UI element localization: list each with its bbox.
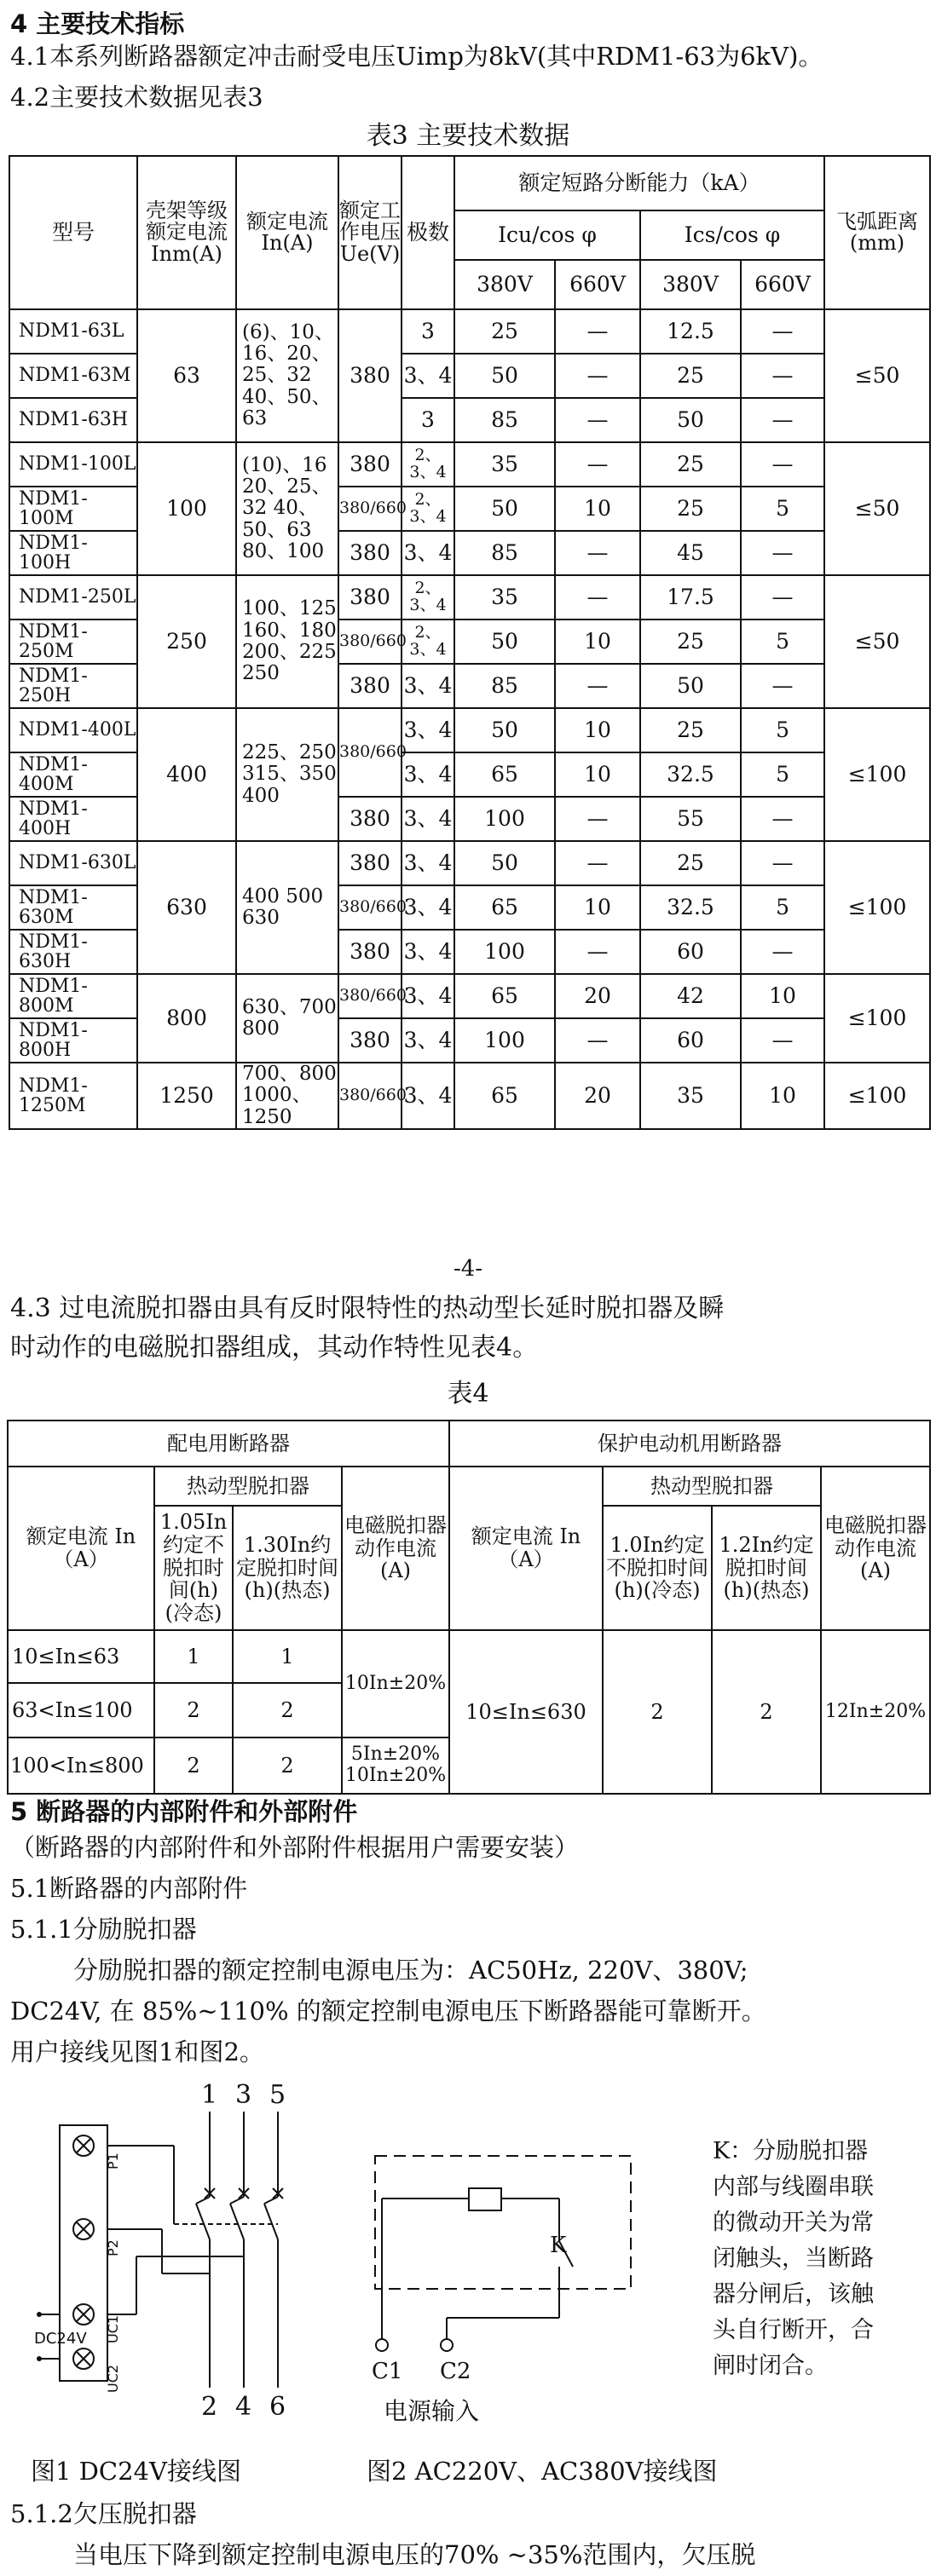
cell-poles: 3、4 <box>402 797 454 841</box>
cell-voltage: 380/660 <box>338 487 402 531</box>
cell-arc: ≤50 <box>824 575 930 708</box>
cell-model: NDM1-63L <box>9 309 137 354</box>
cell-ics-380: 50 <box>640 398 741 442</box>
fig2-note <box>713 2134 936 2384</box>
cell-ics-660: 10 <box>741 1063 824 1129</box>
fig2-note-line: K：分励脱扣器 <box>713 2138 869 2164</box>
cell-poles: 3 <box>402 398 454 442</box>
cell-ics-380: 42 <box>640 974 741 1018</box>
cell-ics-380: 45 <box>640 531 741 575</box>
cell-icu-380: 50 <box>454 487 555 531</box>
cell-ics-660: — <box>741 531 824 575</box>
cell-poles: 3、4 <box>402 930 454 974</box>
cell-icu-380: 50 <box>454 841 555 885</box>
t4-r-mag: 12In±20% <box>821 1630 930 1794</box>
cell-ics-380: 25 <box>640 487 741 531</box>
section-5-note: （断路器的内部附件和外部附件根据用户需要安装） <box>10 1833 580 1862</box>
cell-voltage: 380 <box>338 1018 402 1063</box>
cell-ics-380: 60 <box>640 930 741 974</box>
fig2-note-line: 闭触头，当断路 <box>713 2245 874 2272</box>
cell-ics-380: 55 <box>640 797 741 841</box>
cell-ics-660: — <box>741 930 824 974</box>
cell-ics-380: 32.5 <box>640 885 741 930</box>
hdr-voltage: 额定工作电压Ue(V) <box>338 156 402 309</box>
cell-model: NDM1-100M <box>9 487 137 531</box>
fig2-k: K <box>550 2233 567 2258</box>
cell-icu-660: — <box>555 531 640 575</box>
t4-l-col2: 1.30In约定脱扣时间(h)(热态) <box>233 1506 342 1630</box>
cell-ics-660: 5 <box>741 752 824 797</box>
cell-poles: 3、4 <box>402 1063 454 1129</box>
hdr-rated-current: 额定电流In(A) <box>236 156 338 309</box>
page-number: -4- <box>453 1256 483 1282</box>
cell-frame: 1250 <box>137 1063 236 1129</box>
cell-model: NDM1-800M <box>9 974 137 1018</box>
cell-icu-660: — <box>555 841 640 885</box>
cell-icu-660: — <box>555 442 640 487</box>
cell-arc: ≤50 <box>824 442 930 575</box>
t4-r-rated: 额定电流 In（A） <box>449 1467 603 1630</box>
cell-icu-380: 100 <box>454 1018 555 1063</box>
cell-ics-660: 5 <box>741 708 824 752</box>
cell-voltage: 380 <box>338 664 402 708</box>
t4-r-c2: 2 <box>712 1630 821 1794</box>
cell-model: NDM1-630L <box>9 841 137 885</box>
t4-c1-3: 2 <box>154 1738 233 1794</box>
table-row <box>9 309 930 354</box>
cell-icu-380: 50 <box>454 708 555 752</box>
cell-voltage: 380/660 <box>338 708 402 797</box>
hdr-model: 型号 <box>9 156 137 309</box>
cell-model: NDM1-1250M <box>9 1063 137 1129</box>
section-4-heading: 4 主要技术指标 <box>10 9 185 38</box>
cell-icu-380: 50 <box>454 354 555 398</box>
hdr-ics: Ics/cos φ <box>640 210 824 260</box>
cell-frame: 63 <box>137 309 236 442</box>
fig1-uc1: UC1 <box>105 2314 121 2343</box>
cell-voltage: 380/660 <box>338 1063 402 1129</box>
cell-current: 400 500 630 <box>236 841 338 974</box>
cell-icu-380: 50 <box>454 620 555 664</box>
cell-poles: 2、3、4 <box>402 442 454 487</box>
cell-current: (6)、10、16、20、25、32 40、50、63 <box>236 309 338 442</box>
para-5-1-1-line1: 分励脱扣器的额定控制电源电压为：AC50Hz, 220V、380V; <box>73 1956 748 1985</box>
cell-icu-380: 65 <box>454 885 555 930</box>
table3-caption: 表3 主要技术数据 <box>366 121 570 151</box>
cell-current: 630、700 800 <box>236 974 338 1063</box>
cell-ics-660: — <box>741 309 824 354</box>
cell-poles: 3、4 <box>402 664 454 708</box>
t4-mag-1: 10In±20% <box>342 1630 449 1738</box>
hdr-arc: 飞弧距离(mm) <box>824 156 930 309</box>
cell-model: NDM1-63M <box>9 354 137 398</box>
section-5-1: 5.1断路器的内部附件 <box>10 1874 248 1903</box>
hdr-ics-660: 660V <box>741 260 824 309</box>
table-row <box>9 841 930 885</box>
cell-ics-380: 25 <box>640 708 741 752</box>
t4-r-range: 10≤In≤630 <box>449 1630 603 1794</box>
cell-model: NDM1-100L <box>9 442 137 487</box>
cell-ics-660: 5 <box>741 620 824 664</box>
para-5-1-1-line3: 用户接线见图1和图2。 <box>10 2037 264 2066</box>
cell-frame: 630 <box>137 841 236 974</box>
cell-ics-380: 60 <box>640 1018 741 1063</box>
cell-current: (10)、16 20、25、32 40、50、63 80、100 <box>236 442 338 575</box>
t4-range-3: 100<In≤800 <box>8 1738 154 1794</box>
table-row <box>9 575 930 620</box>
hdr-poles: 极数 <box>402 156 454 309</box>
fig2-note-line: 的微动开关为常 <box>713 2210 874 2236</box>
cell-ics-380: 25 <box>640 620 741 664</box>
cell-frame: 100 <box>137 442 236 575</box>
cell-icu-660: — <box>555 1018 640 1063</box>
hdr-ics-380: 380V <box>640 260 741 309</box>
fig2-note-line: 闸时闭合。 <box>713 2353 828 2379</box>
cell-arc: ≤100 <box>824 1063 930 1129</box>
cell-icu-660: — <box>555 398 640 442</box>
fig2-note-line: 头自行断开，合 <box>713 2317 874 2343</box>
cell-ics-660: — <box>741 841 824 885</box>
t4-c1-1: 1 <box>154 1630 233 1683</box>
cell-ics-660: 5 <box>741 885 824 930</box>
t4-c1-2: 2 <box>154 1683 233 1738</box>
cell-voltage: 380/660 <box>338 885 402 930</box>
cell-model: NDM1-250M <box>9 620 137 664</box>
figure2-caption: 图2 AC220V、AC380V接线图 <box>367 2457 718 2486</box>
cell-ics-660: 5 <box>741 487 824 531</box>
cell-frame: 800 <box>137 974 236 1063</box>
fig1-top-5: 5 <box>269 2080 286 2110</box>
cell-ics-380: 50 <box>640 664 741 708</box>
cell-icu-660: 10 <box>555 708 640 752</box>
table3 <box>9 155 931 1130</box>
cell-icu-660: 10 <box>555 885 640 930</box>
cell-poles: 3、4 <box>402 885 454 930</box>
cell-icu-660: 10 <box>555 752 640 797</box>
cell-ics-660: — <box>741 354 824 398</box>
cell-ics-380: 12.5 <box>640 309 741 354</box>
cell-voltage: 380 <box>338 442 402 487</box>
cell-icu-660: 20 <box>555 1063 640 1129</box>
cell-voltage: 380/660 <box>338 620 402 664</box>
fig1-p1: P1 <box>105 2152 121 2170</box>
fig2-c1: C1 <box>372 2359 403 2384</box>
hdr-breaking: 额定短路分断能力（kA） <box>454 156 824 210</box>
hdr-icu-660: 660V <box>555 260 640 309</box>
cell-voltage: 380 <box>338 930 402 974</box>
fig1-top-3: 3 <box>235 2080 252 2110</box>
table4-caption: 表4 <box>447 1379 489 1409</box>
cell-current: 225、250 315、350 400 <box>236 708 338 841</box>
cell-model: NDM1-400M <box>9 752 137 797</box>
cell-ics-660: 10 <box>741 974 824 1018</box>
cell-ics-380: 25 <box>640 354 741 398</box>
cell-model: NDM1-63H <box>9 398 137 442</box>
t4-c2-1: 1 <box>233 1630 342 1683</box>
cell-model: NDM1-800H <box>9 1018 137 1063</box>
cell-current: 100、125 160、180 200、225 250 <box>236 575 338 708</box>
cell-poles: 3、4 <box>402 752 454 797</box>
t4-l-thermal: 热动型脱扣器 <box>154 1467 342 1506</box>
cell-icu-660: — <box>555 664 640 708</box>
para-4-2: 4.2主要技术数据见表3 <box>10 83 263 112</box>
cell-frame: 400 <box>137 708 236 841</box>
cell-model: NDM1-400L <box>9 708 137 752</box>
t4-c2-3: 2 <box>233 1738 342 1794</box>
cell-icu-380: 25 <box>454 309 555 354</box>
hdr-icu-380: 380V <box>454 260 555 309</box>
cell-arc: ≤100 <box>824 974 930 1063</box>
fig2-note-line: 内部与线圈串联 <box>713 2174 874 2200</box>
cell-model: NDM1-630H <box>9 930 137 974</box>
figure1-diagram <box>34 2078 324 2452</box>
cell-voltage: 380 <box>338 841 402 885</box>
cell-icu-380: 65 <box>454 752 555 797</box>
cell-ics-380: 32.5 <box>640 752 741 797</box>
cell-icu-660: — <box>555 309 640 354</box>
cell-poles: 3、4 <box>402 841 454 885</box>
cell-model: NDM1-630M <box>9 885 137 930</box>
cell-ics-660: — <box>741 398 824 442</box>
hdr-icu: Icu/cos φ <box>454 210 640 260</box>
cell-ics-660: — <box>741 1018 824 1063</box>
fig1-top-1: 1 <box>201 2080 218 2110</box>
cell-poles: 2、3、4 <box>402 620 454 664</box>
cell-ics-660: — <box>741 575 824 620</box>
cell-icu-380: 35 <box>454 575 555 620</box>
cell-icu-660: 10 <box>555 487 640 531</box>
para-4-3-line2: 时动作的电磁脱扣器组成，其动作特性见表4。 <box>10 1333 539 1363</box>
fig1-uc2: UC2 <box>105 2364 121 2393</box>
cell-icu-380: 85 <box>454 531 555 575</box>
cell-voltage: 380 <box>338 531 402 575</box>
cell-poles: 2、3、4 <box>402 487 454 531</box>
cell-ics-380: 25 <box>640 442 741 487</box>
cell-arc: ≤50 <box>824 309 930 442</box>
cell-poles: 3、4 <box>402 1018 454 1063</box>
t4-l-col1: 1.05In约定不脱扣时间(h)(冷态) <box>154 1506 233 1630</box>
cell-icu-380: 85 <box>454 398 555 442</box>
para-4-1: 4.1本系列断路器额定冲击耐受电压Uimp为8kV(其中RDM1-63为6kV)。 <box>10 42 823 71</box>
t4-range-1: 10≤In≤63 <box>8 1630 154 1683</box>
cell-ics-380: 35 <box>640 1063 741 1129</box>
cell-ics-660: — <box>741 442 824 487</box>
cell-ics-380: 17.5 <box>640 575 741 620</box>
fig2-note-line: 器分闸后，该触 <box>713 2281 874 2308</box>
figure2-diagram <box>358 2147 648 2360</box>
cell-arc: ≤100 <box>824 841 930 974</box>
fig2-c2: C2 <box>440 2359 471 2384</box>
cell-model: NDM1-250L <box>9 575 137 620</box>
table-row <box>9 708 930 752</box>
fig1-bot-2: 2 <box>201 2392 218 2422</box>
fig1-p2: P2 <box>105 2239 121 2256</box>
cell-ics-660: — <box>741 664 824 708</box>
cell-poles: 3、4 <box>402 974 454 1018</box>
cell-model: NDM1-100H <box>9 531 137 575</box>
cell-icu-660: — <box>555 930 640 974</box>
fig1-bot-6: 6 <box>269 2392 286 2422</box>
cell-ics-380: 25 <box>640 841 741 885</box>
figure1-caption: 图1 DC24V接线图 <box>31 2457 241 2486</box>
table-row <box>9 974 930 1018</box>
t4-range-2: 63<In≤100 <box>8 1683 154 1738</box>
fig1-bot-4: 4 <box>235 2392 252 2422</box>
cell-icu-380: 85 <box>454 664 555 708</box>
t4-r-col1: 1.0In约定不脱扣时间(h)(冷态) <box>603 1506 712 1630</box>
t4-mag-2: 5In±20% 10In±20% <box>342 1738 449 1794</box>
fig1-dc24v: DC24V <box>34 2330 87 2348</box>
table4 <box>7 1420 931 1795</box>
cell-voltage: 380 <box>338 309 402 442</box>
para-5-1-1-line2: DC24V, 在 85%~110% 的额定控制电源电压下断路器能可靠断开。 <box>10 1997 766 2026</box>
section-5-1-2: 5.1.2欠压脱扣器 <box>10 2499 197 2528</box>
cell-model: NDM1-250H <box>9 664 137 708</box>
cell-icu-380: 65 <box>454 1063 555 1129</box>
t4-left-title: 配电用断路器 <box>8 1421 449 1467</box>
cell-icu-380: 100 <box>454 797 555 841</box>
t4-r-c1: 2 <box>603 1630 712 1794</box>
cell-icu-380: 100 <box>454 930 555 974</box>
t4-r-magnetic: 电磁脱扣器动作电流(A) <box>821 1467 930 1630</box>
fig2-power: 电源输入 <box>384 2397 480 2425</box>
para-4-3-line1: 4.3 过电流脱扣器由具有反时限特性的热动型长延时脱扣器及瞬 <box>10 1294 725 1323</box>
cell-poles: 2、3、4 <box>402 575 454 620</box>
cell-poles: 3、4 <box>402 708 454 752</box>
cell-icu-380: 35 <box>454 442 555 487</box>
cell-poles: 3 <box>402 309 454 354</box>
t4-l-magnetic: 电磁脱扣器动作电流(A) <box>342 1467 449 1630</box>
cell-voltage: 380/660 <box>338 974 402 1018</box>
table-row <box>9 1063 930 1129</box>
t4-r-col2: 1.2In约定脱扣时间(h)(热态) <box>712 1506 821 1630</box>
cell-icu-660: — <box>555 797 640 841</box>
t4-r-thermal: 热动型脱扣器 <box>603 1467 821 1506</box>
cell-icu-660: 10 <box>555 620 640 664</box>
cell-model: NDM1-400H <box>9 797 137 841</box>
cell-poles: 3、4 <box>402 354 454 398</box>
cell-ics-660: — <box>741 797 824 841</box>
cell-voltage: 380 <box>338 575 402 620</box>
cell-frame: 250 <box>137 575 236 708</box>
hdr-frame: 壳架等级额定电流Inm(A) <box>137 156 236 309</box>
section-5-heading: 5 断路器的内部附件和外部附件 <box>10 1797 358 1826</box>
cell-voltage: 380 <box>338 797 402 841</box>
cell-current: 700、800 1000、1250 <box>236 1063 338 1129</box>
t4-c2-2: 2 <box>233 1683 342 1738</box>
table-row <box>9 442 930 487</box>
cell-icu-660: 20 <box>555 974 640 1018</box>
cell-arc: ≤100 <box>824 708 930 841</box>
para-5-1-2: 当电压下降到额定控制电源电压的70% ~35%范围内，欠压脱 <box>73 2540 756 2569</box>
cell-icu-660: — <box>555 575 640 620</box>
cell-icu-380: 65 <box>454 974 555 1018</box>
cell-poles: 3、4 <box>402 531 454 575</box>
section-5-1-1: 5.1.1分励脱扣器 <box>10 1915 197 1944</box>
cell-icu-660: — <box>555 354 640 398</box>
t4-l-rated: 额定电流 In（A） <box>8 1467 154 1630</box>
t4-right-title: 保护电动机用断路器 <box>449 1421 930 1467</box>
